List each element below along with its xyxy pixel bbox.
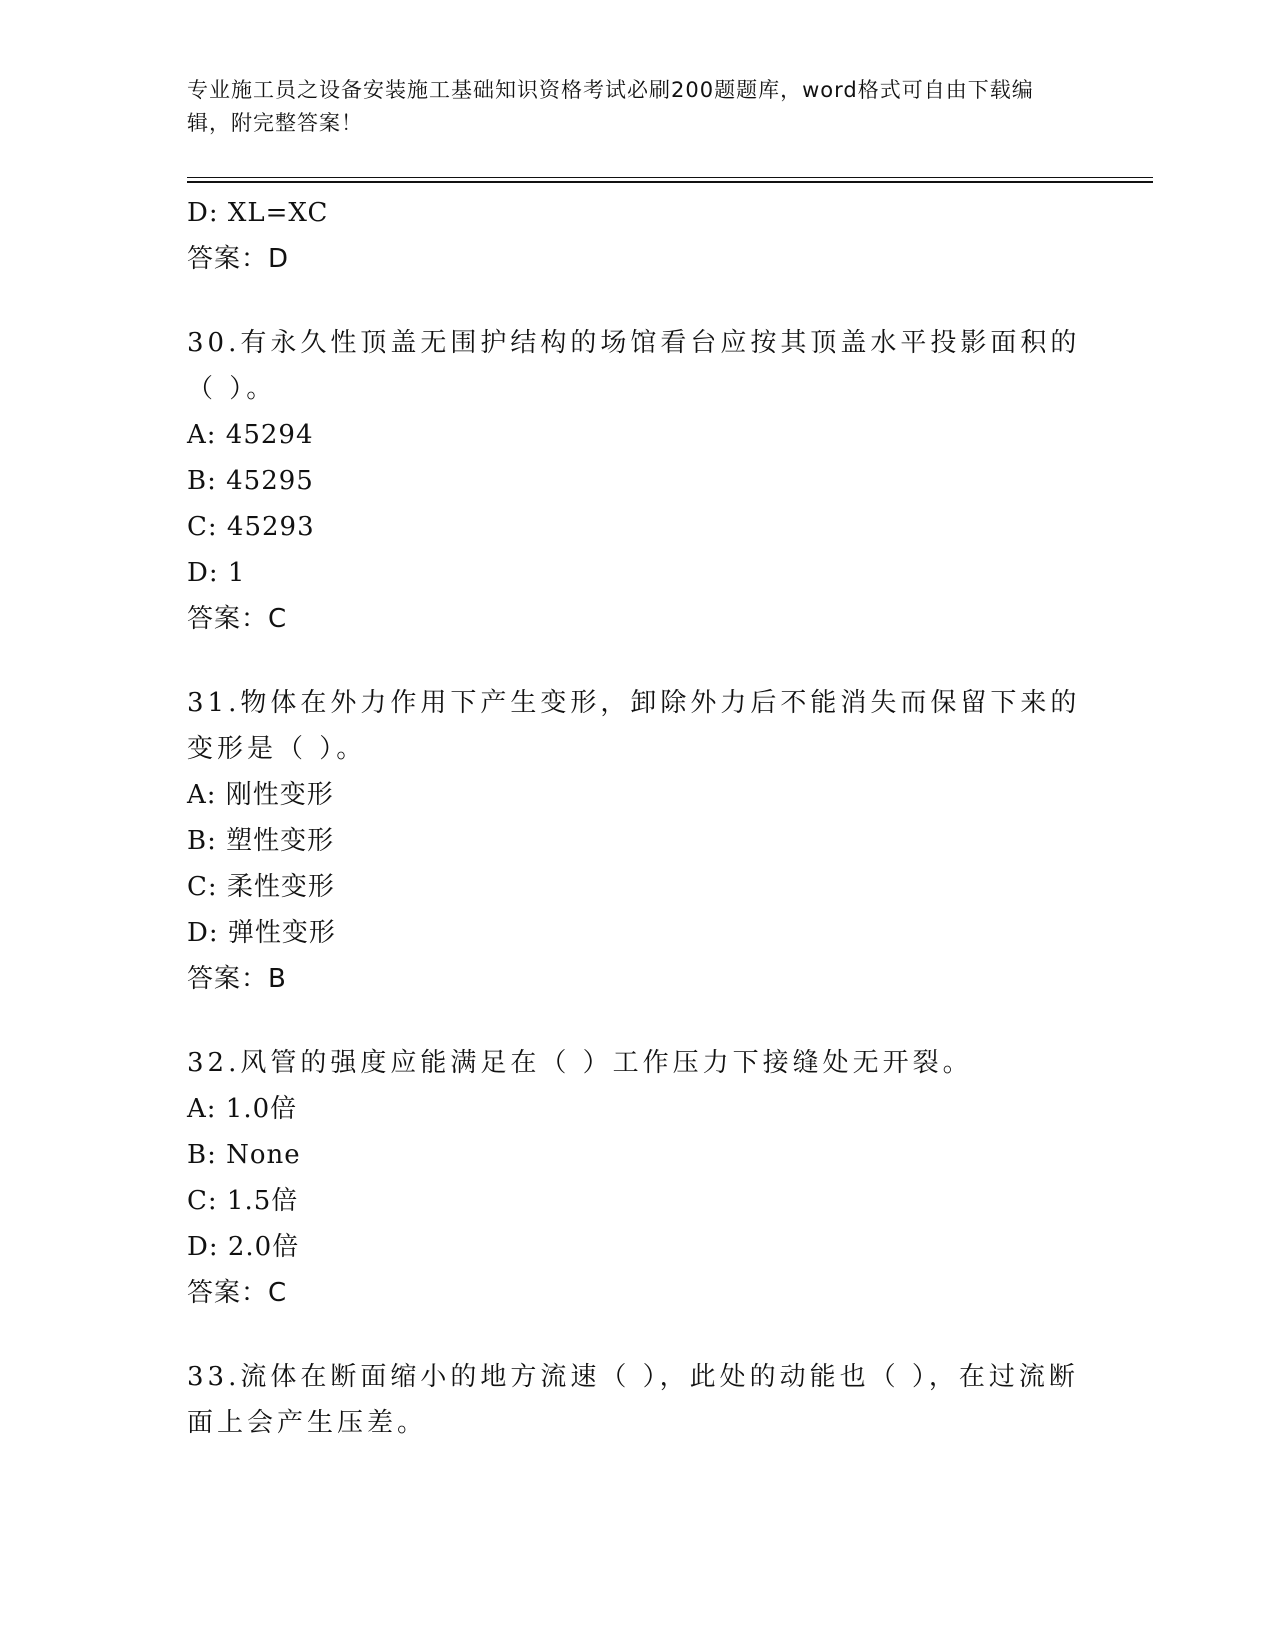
option-d: D: 1 — [187, 558, 246, 588]
document-header: 专业施工员之设备安装施工基础知识资格考试必刷200题题库，word格式可自由下载编辑，附完整答案！ — [187, 78, 1034, 135]
question-33 — [187, 1354, 1087, 1446]
option-c: C: 1.5倍 — [187, 1186, 299, 1216]
option-d: D: 弹性变形 — [187, 918, 336, 948]
option-a: A: 45294 — [187, 420, 314, 450]
question-text: 31.物体在外力作用下产生变形，卸除外力后不能消失而保留下来的变形是（ ）。 — [187, 688, 1081, 764]
option-a: A: 刚性变形 — [187, 780, 334, 810]
header-rule-thick — [187, 181, 1153, 183]
option-c: C: 45293 — [187, 512, 315, 542]
option-d: D: 2.0倍 — [187, 1232, 300, 1262]
answer-line: 答案：C — [187, 1278, 288, 1308]
question-30 — [187, 320, 1087, 642]
previous-question-tail — [187, 190, 1087, 282]
answer-line: 答案：D — [187, 244, 290, 274]
option-a: A: 1.0倍 — [187, 1094, 298, 1124]
document-body — [187, 190, 1087, 1446]
question-31 — [187, 680, 1087, 1002]
option-b: B: 塑性变形 — [187, 826, 335, 856]
answer-line: 答案：B — [187, 964, 287, 994]
option-c: C: 柔性变形 — [187, 872, 335, 902]
question-text: 33.流体在断面缩小的地方流速（ ），此处的动能也（ ），在过流断面上会产生压差。 — [187, 1362, 1079, 1438]
option-b: B: 45295 — [187, 466, 314, 496]
question-text: 32.风管的强度应能满足在（ ）工作压力下接缝处无开裂。 — [187, 1048, 973, 1078]
option-b: B: None — [187, 1140, 301, 1170]
question-32 — [187, 1040, 1087, 1316]
answer-line: 答案：C — [187, 604, 288, 634]
question-text: 30.有永久性顶盖无围护结构的场馆看台应按其顶盖水平投影面积的（ ）。 — [187, 328, 1081, 404]
header-rule-thin — [187, 177, 1153, 178]
option-d: D: XL=XC — [187, 198, 329, 228]
